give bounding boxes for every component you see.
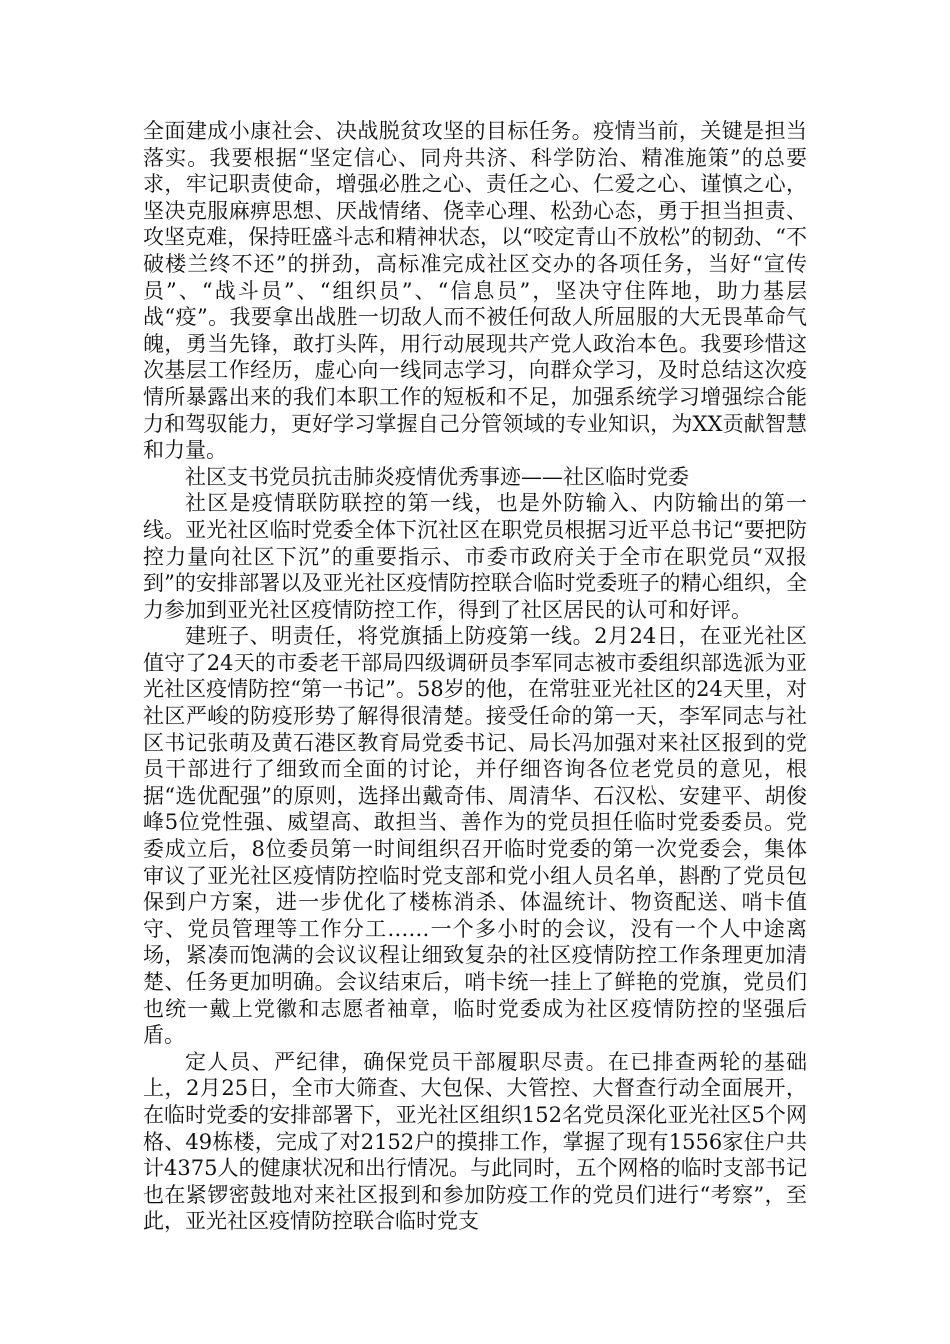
paragraph-continued-pledge: 全面建成小康社会、决战脱贫攻坚的目标任务。疫情当前，关键是担当落实。我要根据“坚定信心、同舟共济、科学防治、精准施策”的总要求，牢记职责使命，增强必胜之心、责任之心、仁爱之心、谨慎之心，坚决克服麻痹思想、厌战情绪、侥幸心理、松劲心态，勇于担当担责、攻坚克难，保持旺盛斗志和精神状态，以“咬定青山不放松”的韧劲、“不破楼兰终不还”的拼劲，高标准完成社区交办的各项任务，当好“宣传员”、“战斗员”、“组织员”、“信息员”，坚决守住阵地，助力基层战“疫”。我要拿出战胜一切敌人而不被任何敌人所屈服的大无畏革命气魄，勇当先锋，敢打头阵，用行动展现共产党人政治本色。我要珍惜这次基层工作经历，虚心向一线同志学习，向群众学习，及时总结这次疫情所暴露出来的我们本职工作的短板和不足，加强系统学习增强综合能力和驾驭能力，更好学习掌握自己分管领域的专业知识，为XX贡献智慧和力量。 [143, 119, 807, 463]
document-page [143, 118, 807, 1235]
section-heading: 社区支书党员抗击肺炎疫情优秀事迹——社区临时党委 [185, 464, 689, 489]
paragraph-intro: 社区是疫情联防联控的第一线，也是外防输入、内防输出的第一线。亚光社区临时党委全体下沉社区在职党员根据习近平总书记“要把防控力量向社区下沉”的重要指示、市委市政府关于全市在职党员“双报到”的安排部署以及亚光社区疫情防控联合临时党委班子的精心组织，全力参加到亚光社区疫情防控工作，得到了社区居民的认可和好评。 [143, 491, 807, 622]
paragraph-build-team: 建班子、明责任，将党旗插上防疫第一线。2月24日，在亚光社区值守了24天的市委老干部局四级调研员李军同志被市委组织部选派为亚光社区疫情防控“第一书记”。58岁的他，在常驻亚光社区的24天里，对社区严峻的防疫形势了解得很清楚。接受任命的第一天，李军同志与社区书记张萌及黄石港区教育局党委书记、局长冯加强对来社区报到的党员干部进行了细致而全面的讨论，并仔细咨询各位老党员的意见，根据“选优配强”的原则，选择出戴奇伟、周清华、石汉松、安建平、胡俊峰5位党性强、威望高、敢担当、善作为的党员担任临时党委委员。党委成立后，8位委员第一时间组织召开临时党委的第一次党委会，集体审议了亚光社区疫情防控临时党支部和党小组人员名单，斟酌了党员包保到户方案，进一步优化了楼栋消杀、体温统计、物资配送、哨卡值守、党员管理等工作分工……一个多小时的会议，没有一个人中途离场，紧凑而饱满的会议议程让细致复杂的社区疫情防控工作条理更加清楚、任务更加明确。会议结束后，哨卡统一挂上了鲜艳的党旗，党员们也统一戴上党徽和志愿者袖章，临时党委成为社区疫情防控的坚强后盾。 [143, 624, 807, 1048]
paragraph-discipline: 定人员、严纪律，确保党员干部履职尽责。在已排查两轮的基础上，2月25日，全市大筛查、大包保、大管控、大督查行动全面展开，在临时党委的安排部署下，亚光社区组织152名党员深化亚光社区5个网格、49栋楼，完成了对2152户的摸排工作，掌握了现有1556家住户共计4375人的健康状况和出行情况。与此同时，五个网格的临时支部书记也在紧锣密鼓地对来社区报到和参加防疫工作的党员们进行“考察”，至此，亚光社区疫情防控联合临时党支 [143, 1049, 807, 1234]
